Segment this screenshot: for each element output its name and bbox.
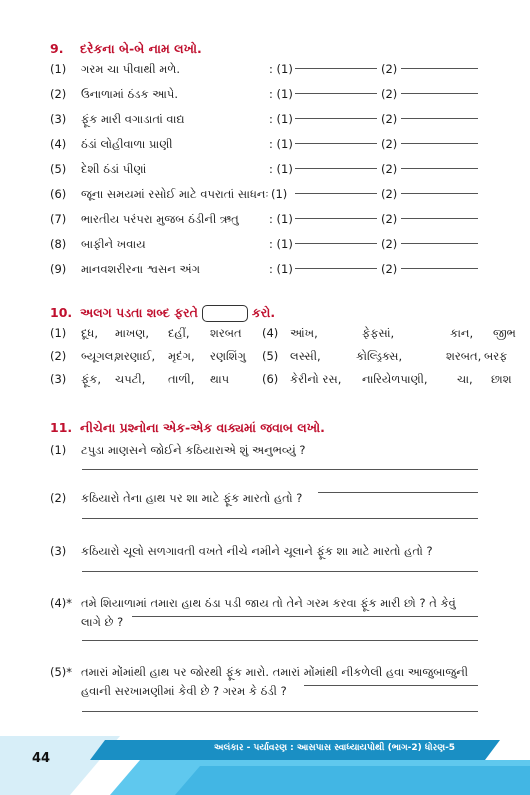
answer-line[interactable] (82, 640, 478, 641)
word-option[interactable]: શરબત, (446, 349, 482, 363)
word-option[interactable]: આંખ, (290, 326, 318, 340)
answer-label-1: : (1) (269, 62, 293, 76)
page-number: 44 (32, 751, 51, 766)
group-number: (3) (50, 372, 67, 386)
row-number: (3) (50, 112, 67, 126)
row-text: ગરમ ચા પીવાથી મળે. (81, 62, 181, 76)
word-option[interactable]: ફૂંક, (81, 372, 101, 386)
group-number: (6) (262, 372, 279, 386)
row-number: (6) (50, 187, 67, 201)
row-number: (1) (50, 62, 67, 76)
answer-label-1: : (1) (269, 262, 293, 276)
section-9-title: 9. દરેકના બે-બે નામ લખો. (50, 41, 202, 56)
group-number: (4) (262, 326, 279, 340)
word-option[interactable]: લસ્સી, (290, 349, 321, 363)
group-number: (2) (50, 349, 67, 363)
answer-line[interactable] (82, 711, 478, 712)
answer-label-2: (2) (381, 212, 398, 226)
answer-label-1: : (1) (269, 212, 293, 226)
answer-line[interactable] (304, 685, 478, 686)
circle-box (202, 305, 248, 322)
footer-book-title: અલંકાર - પર્યાવરણ : આસપાસ સ્વાધ્યાયપોથી (ભાગ-2) ધોરણ-5 (214, 743, 456, 753)
answer-line-1[interactable] (295, 81, 377, 94)
section-11-title: 11. નીચેના પ્રશ્નોના એક-એક વાક્યમાં જવાબ લખો. (50, 420, 325, 435)
row-text: ઉનાળામાં ઠંડક આપે. (81, 87, 178, 101)
group-number: (5) (262, 349, 279, 363)
row-text: માનવશરીરના શ્વસન અંગ (81, 262, 201, 276)
answer-line[interactable] (82, 571, 478, 572)
row-text: જૂના સમયમાં રસોઈ માટે વપરાતાં સાધનઃ (81, 187, 269, 201)
word-option[interactable]: નારિયેળપાણી, (362, 372, 428, 386)
word-option[interactable]: દૂધ, (81, 326, 98, 340)
answer-line-2[interactable] (401, 56, 478, 69)
footer-shape-mid (175, 766, 530, 795)
answer-line[interactable] (82, 518, 478, 519)
answer-label-2: (2) (381, 187, 398, 201)
word-option[interactable]: માખણ, (115, 326, 150, 340)
word-option[interactable]: કેરીનો રસ, (290, 372, 342, 386)
word-option[interactable]: તાળી, (168, 372, 195, 386)
word-option[interactable]: ફેફસાં, (362, 326, 395, 340)
answer-label-1: : (1) (269, 162, 293, 176)
answer-label-2: (2) (381, 237, 398, 251)
word-option[interactable]: રણશિંગુ (210, 349, 246, 363)
answer-line-1[interactable] (295, 106, 377, 119)
answer-label-2: (2) (381, 137, 398, 151)
row-text: ઠંડાં લોહીવાળા પ્રાણી (81, 137, 173, 151)
word-option[interactable]: બ્યૂગલ, (81, 349, 118, 363)
answer-label-1: : (1) (269, 237, 293, 251)
answer-label-2: (2) (381, 112, 398, 126)
row-text: ભારતીય પરંપરા મુજબ ઠંડીની ઋતુ (81, 212, 239, 226)
answer-label-1: : (1) (269, 137, 293, 151)
word-option[interactable]: દહીં, (168, 326, 190, 340)
word-option[interactable]: શરબત (210, 326, 242, 340)
answer-line-2[interactable] (401, 231, 478, 244)
word-option[interactable]: છાશ (491, 372, 512, 386)
answer-label-2: (2) (381, 87, 398, 101)
row-text: દેશી ઠંડાં પીણાં (81, 162, 147, 176)
answer-line-1[interactable] (295, 231, 377, 244)
row-text: ફૂંક મારી વગાડાતાં વાદ્ય (81, 112, 185, 126)
worksheet-page: 9. દરેકના બે-બે નામ લખો. (1) ગરમ ચા પીવાથી મળે. : (1) (2) (2) ઉનાળામાં ઠંડક આપે. : (1) (2) (3) ફૂંક મારી વગાડાતાં વાદ્ય : (1) (2) (4) ઠંડાં લોહીવાળા પ્રાણી : (1) (2) (5) દેશી ઠંડાં પીણાં : (1) (2) (6) જૂના સમયમાં રસોઈ માટે વપરાતાં સાધનઃ (1) (2) (7) ભારતીય પરંપરા મુજબ ઠંડીની ઋતુ : (1) (2) (8) બાફીને ખવાય : (1) (2) (9) માનવશરીરના શ્વસન અંગ : (1) (2) 10. અલગ પડતા શબ્દ ફરતે કરો. (1) દૂધ, માખણ, દહીં, શરબત (2) બ્યૂગલ, શરણાઈ, મૃદંગ, રણશિંગુ (3) ફૂંક, ચપટી, તાળી, થાપ (4) આંખ, ફેફસાં, કાન, જીભ (5) લસ્સી, કોલ્ડ્રિક્સ, શરબત, બરફ (6) કેરીનો રસ, નારિયેળપાણી, ચા, છાશ 11. નીચેના પ્રશ્નોના એક-એક વાક્યમાં જવાબ લખો. (1) ટપુડા માણસને જોઈને કઠિયારાએ શું અનુભવ્યું ? (2) કઠિયારો તેના હાથ પર શા માટે ફૂંક મારતો હતો ? (3) કઠિયારો ચૂલો સળગાવતી વખતે નીચે નમીને ચૂલાને ફૂંક શા માટે મારતો હતો ? (4)* તમે શિયાળામાં તમારા હાથ ઠંડા પડી જાય તો તેને ગરમ કરવા ફૂંક મારી છો ? તે કેવું લાગે છે ? (5)* તમારાં મોંમાંથી હાથ પર જોરથી ફૂંક મારો. તમારાં મોંમાંથી નીકળેલી હવા આજુબાજુની હવાની સરખામણીમાં કેવી છે ? ગરમ કે ઠંડી ? 44 અલંકાર - પર્યાવરણ : આસપાસ સ્વાધ્યાયપોથી (ભાગ-2) ધોરણ-5 (0, 0, 530, 795)
answer-line-1[interactable] (295, 56, 377, 69)
answer-line-2[interactable] (401, 256, 478, 269)
row-number: (8) (50, 237, 67, 251)
word-option[interactable]: જીભ (493, 326, 516, 340)
answer-line-2[interactable] (401, 206, 478, 219)
answer-line[interactable] (318, 492, 478, 493)
word-option[interactable]: કોલ્ડ્રિક્સ, (356, 349, 403, 363)
row-number: (9) (50, 262, 67, 276)
row-number: (5) (50, 162, 67, 176)
answer-line-2[interactable] (401, 81, 478, 94)
answer-line[interactable] (82, 469, 478, 470)
answer-line-2[interactable] (401, 181, 478, 194)
answer-line-1[interactable] (295, 256, 377, 269)
word-option[interactable]: શરણાઈ, (115, 349, 156, 363)
answer-label-1: (1) (271, 187, 288, 201)
group-number: (1) (50, 326, 67, 340)
answer-line-1[interactable] (295, 156, 377, 169)
answer-label-2: (2) (381, 262, 398, 276)
answer-line-2[interactable] (401, 131, 478, 144)
answer-line-1[interactable] (295, 206, 377, 219)
answer-line-1[interactable] (295, 131, 377, 144)
answer-line-1[interactable] (295, 181, 377, 194)
row-number: (4) (50, 137, 67, 151)
word-option[interactable]: થાપ (210, 372, 230, 386)
word-option[interactable]: બરફ (484, 349, 508, 363)
word-option[interactable]: ચપટી, (115, 372, 146, 386)
word-option[interactable]: ચા, (457, 372, 473, 386)
word-option[interactable]: કાન, (450, 326, 474, 340)
answer-label-2: (2) (381, 62, 398, 76)
answer-label-2: (2) (381, 162, 398, 176)
word-option[interactable]: મૃદંગ, (168, 349, 195, 363)
row-text: બાફીને ખવાય (81, 237, 146, 251)
row-number: (7) (50, 212, 67, 226)
answer-line-2[interactable] (401, 106, 478, 119)
row-number: (2) (50, 87, 67, 101)
answer-label-1: : (1) (269, 87, 293, 101)
answer-line-2[interactable] (401, 156, 478, 169)
answer-line[interactable] (132, 616, 478, 617)
fill-row (50, 262, 490, 284)
answer-label-1: : (1) (269, 112, 293, 126)
section-10-title: 10. અલગ પડતા શબ્દ ફરતે કરો. (50, 305, 276, 320)
